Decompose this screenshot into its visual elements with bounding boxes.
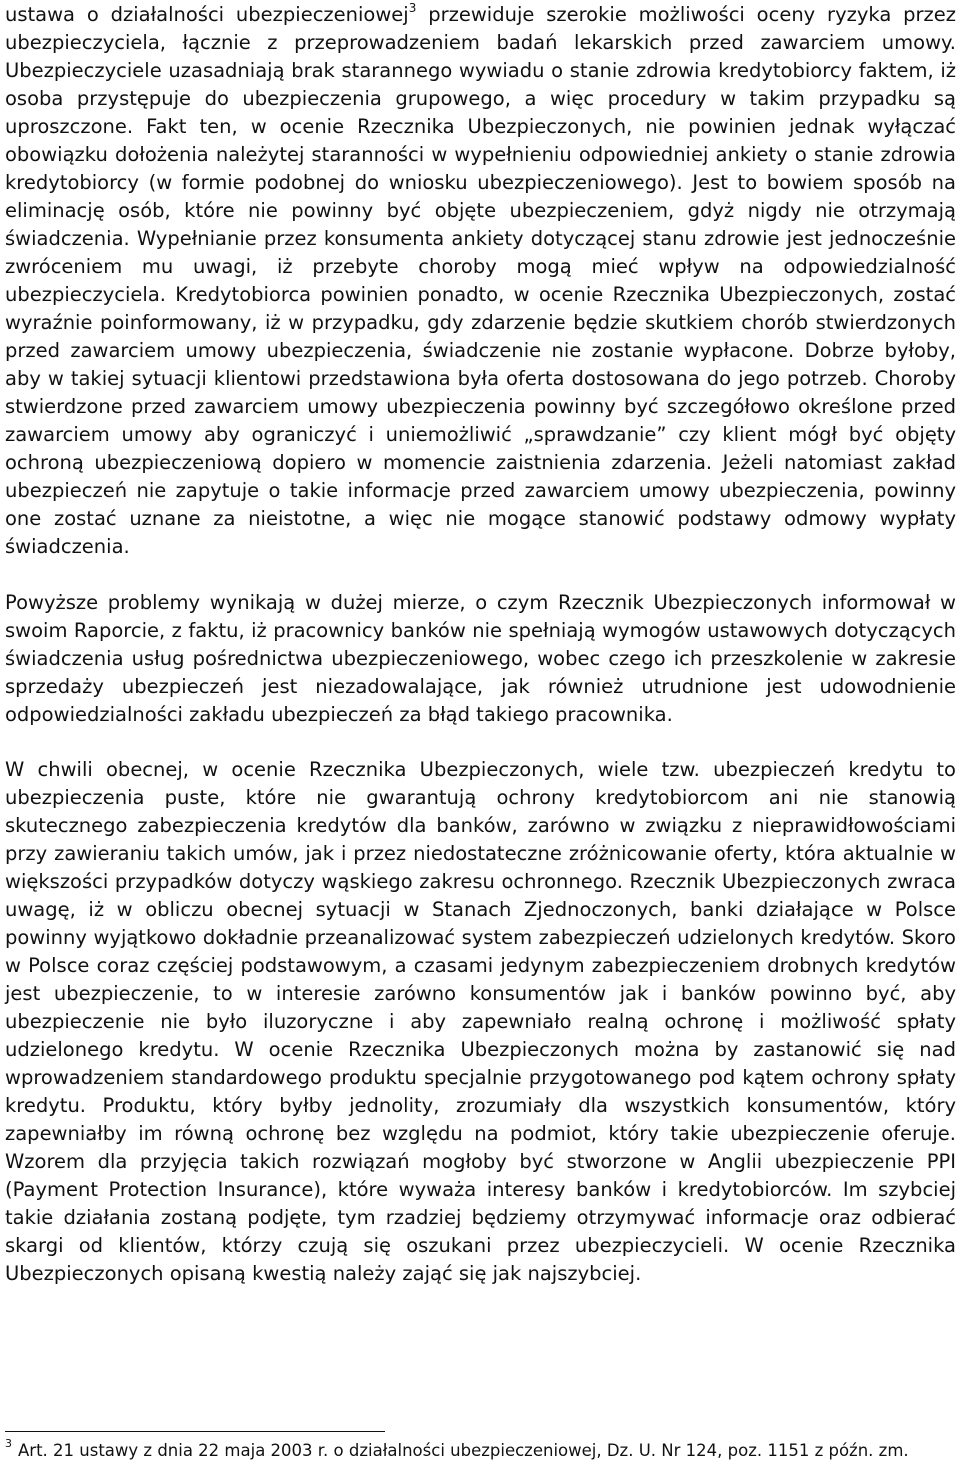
- footnote: [5, 1436, 956, 1462]
- footnote-marker: 3: [5, 1436, 12, 1450]
- footnote-reference: 3: [408, 0, 417, 15]
- footnote-text: Art. 21 ustawy z dnia 22 maja 2003 r. o działalności ubezpieczeniowej, Dz. U. Nr 124, poz. 1151 z późn. zm.: [18, 1441, 909, 1460]
- paragraph-3: W chwili obecnej, w ocenie Rzecznika Ubezpieczonych, wiele tzw. ubezpieczeń kredytu to ubezpieczenia puste, które nie gwarantują ochrony kredytobiorcom ani nie stanowią skutecznego zabezpieczenia kredytów dla banków, zarówno w związku z nieprawidłowościami przy zawieraniu takich umów, jak i przez niedostateczne zróżnicowanie oferty, która aktualnie w większości przypadków dotyczy wąskiego zakresu ochronnego. Rzecznik Ubezpieczonych zwraca uwagę, iż w obliczu obecnej sytuacji w Stanach Zjednoczonych, banki działające w Polsce powinny wyjątkowo dokładnie przeanalizować system zabezpieczeń udzielonych kredytów. Skoro w Polsce coraz częściej podstawowym, a czasami jedynym zabezpieczeniem drobnych kredytów jest ubezpieczenie, to w interesie zarówno konsumentów jak i banków powinno być, aby ubezpieczenie nie było iluzoryczne i aby zapewniało realną ochronę i możliwość spłaty udzielonego kredytu. W ocenie Rzecznika Ubezpieczonych można by zastanowić się nad wprowadzeniem standardowego produktu specjalnie przygotowanego pod kątem ochrony spłaty kredytu. Produktu, który byłby jednolity, zrozumiały dla wszystkich konsumentów, który zapewniałby im równą ochronę bez względu na podmiot, który takie ubezpieczenie oferuje. Wzorem dla przyjęcia takich rozwiązań mogłoby być stworzone w Anglii ubezpieczenie PPI (Payment Protection Insurance), które wyważa interesy banków i kredytobiorców. Im szybciej takie działania zostaną podjęte, tym rzadziej będziemy otrzymywać informacje oraz odbierać skargi od klientów, którzy czują się oszukani przez ubezpieczycieli. W ocenie Rzecznika Ubezpieczonych opisaną kwestią należy zająć się jak najszybciej.: [5, 758, 956, 1285]
- paragraph-1: [5, 1, 956, 561]
- paragraph-1-text: przewiduje szerokie możliwości oceny ryzyka przez ubezpieczyciela, łącznie z przeprowadzeniem badań lekarskich przed zawarciem umowy. Ubezpieczyciele uzasadniają brak starannego wywiadu o stanie zdrowia kredytobiorcy faktem, iż osoba przystępuje do ubezpieczenia grupowego, a więc procedury w takim przypadku są uproszczone. Fakt ten, w ocenie Rzecznika Ubezpieczonych, nie powinien jednak wyłączać obowiązku dołożenia należytej staranności w wypełnieniu odpowiedniej ankiety o stanie zdrowia kredytobiorcy (w formie podobnej do wniosku ubezpieczeniowego). Jest to bowiem sposób na eliminację osób, które nie powinny być objęte ubezpieczeniem, gdyż nigdy nie otrzymają świadczenia. Wypełnianie przez konsumenta ankiety dotyczącej stanu zdrowie jest jednocześnie zwróceniem mu uwagi, iż przebyte choroby mogą mieć wpływ na odpowiedzialność ubezpieczyciela. Kredytobiorca powinien ponadto, w ocenie Rzecznika Ubezpieczonych, zostać wyraźnie poinformowany, iż w przypadku, gdy zdarzenie będzie skutkiem chorób stwierdzonych przed zawarciem umowy ubezpieczenia, świadczenie nie zostanie wypłacone. Dobrze byłoby, aby w takiej sytuacji klientowi przedstawiona była oferta dostosowana do jego potrzeb. Choroby stwierdzone przed zawarciem umowy ubezpieczenia powinny być szczegółowo określone przed zawarciem umowy aby ograniczyć i uniemożliwić „sprawdzanie” czy klient mógł być objęty ochroną ubezpieczeniową dopiero w momencie zaistnienia zdarzenia. Jeżeli natomiast zakład ubezpieczeń nie zapytuje o takie informacje przed zawarciem umowy ubezpieczenia, powinny one zostać uznane za nieistotne, a więc nie mogące stanowić podstawy odmowy wypłaty świadczenia.: [5, 3, 956, 558]
- document-body: [5, 0, 956, 1288]
- paragraph-2: Powyższe problemy wynikają w dużej mierze, o czym Rzecznik Ubezpieczonych informował w swoim Raporcie, z faktu, iż pracownicy banków nie spełniają wymogów ustawowych dotyczących świadczenia usług pośrednictwa ubezpieczeniowego, wobec czego ich przeszkolenie w zakresie sprzedaży ubezpieczeń jest niezadowalające, jak również utrudnione jest udowodnienie odpowiedzialności zakładu ubezpieczeń za błąd takiego pracownika.: [5, 591, 956, 726]
- paragraph-1-lead: ustawa o działalności ubezpieczeniowej: [5, 3, 409, 26]
- footnote-divider: [5, 1431, 385, 1432]
